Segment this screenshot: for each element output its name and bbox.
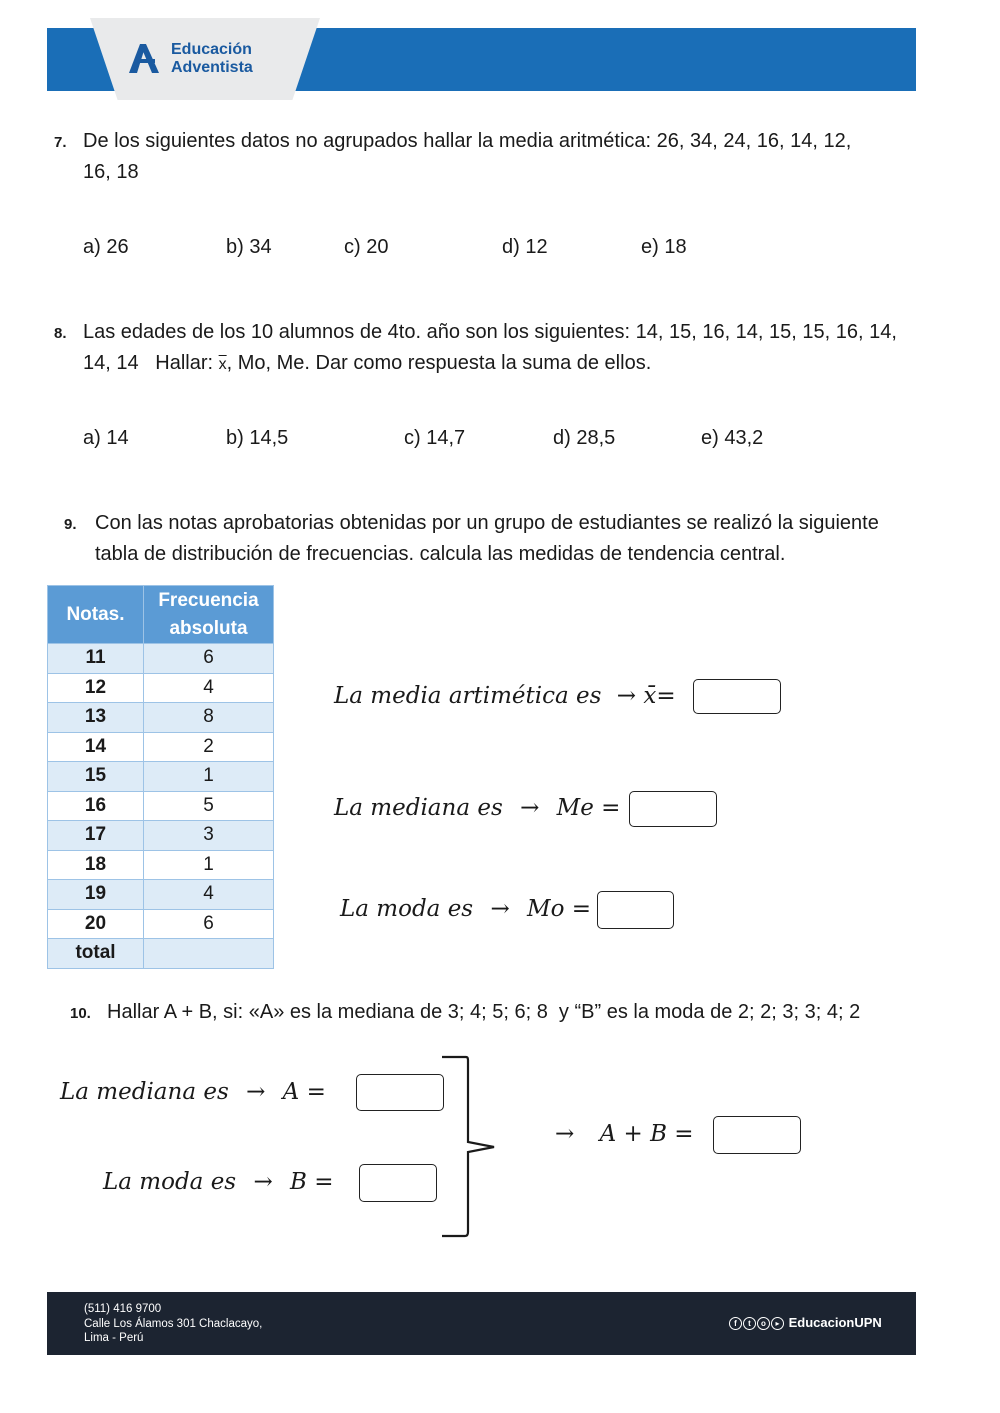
table-row xyxy=(48,909,274,939)
a-answer-input[interactable] xyxy=(356,1074,444,1111)
table-row xyxy=(48,791,274,821)
media-label: La media artimética es xyxy=(334,683,602,709)
moda-answer-input[interactable] xyxy=(597,891,674,929)
equals-sign: = xyxy=(314,1169,334,1195)
q8-text-line1: Las edades de los 10 alumnos de 4to. año son los siguientes: 14, 15, 16, 14, 15, 15, 16, 14, xyxy=(83,321,897,343)
header-frecuencia-line1: Frecuencia xyxy=(158,589,259,611)
arrow-icon: → xyxy=(490,896,510,922)
table-row xyxy=(48,673,274,703)
freq-cell: 8 xyxy=(144,703,274,733)
nota-cell: 14 xyxy=(48,732,144,762)
q7-option-b[interactable]: b) 34 xyxy=(226,236,272,258)
sum-answer-input[interactable] xyxy=(713,1116,801,1154)
freq-cell: 6 xyxy=(144,644,274,674)
q7-text-line2: 16, 18 xyxy=(83,161,139,183)
q7-text-line1: De los siguientes datos no agrupados hallar la media aritmética: 26, 34, 24, 16, 14, 12, xyxy=(83,130,852,152)
total-label: total xyxy=(48,939,144,969)
a-symbol: A xyxy=(282,1079,300,1105)
moda-line xyxy=(340,896,591,922)
q8-option-b[interactable]: b) 14,5 xyxy=(226,427,289,449)
media-answer-input[interactable] xyxy=(693,679,781,714)
equals-sign: = xyxy=(656,683,676,709)
b-answer-input[interactable] xyxy=(359,1164,437,1202)
q8-option-e[interactable]: e) 43,2 xyxy=(701,427,764,449)
table-row xyxy=(48,644,274,674)
arrow-icon: → xyxy=(253,1169,273,1195)
q10-moda-line xyxy=(103,1169,334,1195)
q8-text-line2 xyxy=(83,348,943,380)
nota-cell: 20 xyxy=(48,909,144,939)
q8-text xyxy=(83,317,943,380)
nota-cell: 15 xyxy=(48,762,144,792)
q7-text xyxy=(83,126,943,188)
q10-moda-label: La moda es xyxy=(103,1169,237,1195)
b-symbol: B xyxy=(290,1169,307,1195)
logo-line-2: Adventista xyxy=(171,59,253,76)
mediana-symbol: Me xyxy=(556,795,594,821)
arrow-icon: → xyxy=(520,795,540,821)
right-brace-icon xyxy=(440,1054,500,1240)
q9-text xyxy=(95,508,955,570)
q8-number: 8. xyxy=(54,325,67,342)
freq-cell: 6 xyxy=(144,909,274,939)
facebook-icon[interactable]: f xyxy=(729,1317,742,1330)
table-row xyxy=(48,850,274,880)
q7-option-a[interactable]: a) 26 xyxy=(83,236,129,258)
media-line xyxy=(334,683,676,709)
freq-cell: 1 xyxy=(144,850,274,880)
logo-line-1: Educación xyxy=(171,41,252,58)
footer-address-line1: Calle Los Álamos 301 Chaclacayo, xyxy=(84,1317,263,1330)
q10-number: 10. xyxy=(70,1005,91,1022)
q8-text-line2-b: , Mo, Me. Dar como respuesta la suma de ellos. xyxy=(226,352,652,374)
logo-mark-icon xyxy=(127,42,161,74)
freq-cell: 3 xyxy=(144,821,274,851)
equals-sign: = xyxy=(306,1079,326,1105)
mediana-line xyxy=(334,795,620,821)
nota-cell: 11 xyxy=(48,644,144,674)
q7-number: 7. xyxy=(54,134,67,151)
q9-text-line2: tabla de distribución de frecuencias. calcula las medidas de tendencia central. xyxy=(95,543,786,565)
nota-cell: 17 xyxy=(48,821,144,851)
logo-text xyxy=(171,41,253,77)
header-frecuencia xyxy=(144,586,274,644)
sum-expression: A + B = xyxy=(599,1121,694,1147)
q8-option-c[interactable]: c) 14,7 xyxy=(404,427,466,449)
mediana-label: La mediana es xyxy=(334,795,503,821)
q10-mediana-line xyxy=(60,1079,326,1105)
q9-text-line1: Con las notas aprobatorias obtenidas por un grupo de estudiantes se realizó la siguiente xyxy=(95,512,879,534)
arrow-icon: → xyxy=(555,1121,575,1147)
nota-cell: 12 xyxy=(48,673,144,703)
sum-line xyxy=(555,1121,694,1147)
moda-symbol: Mo xyxy=(527,896,565,922)
q8-option-d[interactable]: d) 28,5 xyxy=(553,427,616,449)
equals-sign: = xyxy=(601,795,621,821)
frequency-table xyxy=(47,585,274,969)
social-handle[interactable]: EducacionUPN xyxy=(788,1315,882,1330)
instagram-icon[interactable]: o xyxy=(757,1317,770,1330)
arrow-icon: → xyxy=(246,1079,266,1105)
header-frecuencia-line2: absoluta xyxy=(169,617,248,639)
footer-address-line2: Lima - Perú xyxy=(84,1332,144,1344)
footer-social xyxy=(729,1315,882,1330)
table-row xyxy=(48,762,274,792)
moda-label: La moda es xyxy=(340,896,474,922)
q7-option-c[interactable]: c) 20 xyxy=(344,236,389,258)
youtube-icon[interactable]: ▸ xyxy=(771,1317,784,1330)
nota-cell: 13 xyxy=(48,703,144,733)
equals-sign: = xyxy=(571,896,592,922)
nota-cell: 19 xyxy=(48,880,144,910)
footer-phone: (511) 416 9700 xyxy=(84,1303,162,1315)
q7-option-d[interactable]: d) 12 xyxy=(502,236,548,258)
twitter-icon[interactable]: t xyxy=(743,1317,756,1330)
freq-cell: 1 xyxy=(144,762,274,792)
mediana-answer-input[interactable] xyxy=(629,791,717,827)
q7-option-e[interactable]: e) 18 xyxy=(641,236,687,258)
table-row xyxy=(48,732,274,762)
table-row xyxy=(48,703,274,733)
xbar-symbol: $\overline{x}$ xyxy=(218,356,227,373)
freq-cell: 2 xyxy=(144,732,274,762)
q9-number: 9. xyxy=(64,516,77,533)
q10-mediana-label: La mediana es xyxy=(60,1079,229,1105)
q10-text: Hallar A + B, si: «A» es la mediana de 3; 4; 5; 6; 8 y “B” es la moda de 2; 2; 3; 3; 4; 2 xyxy=(107,1001,861,1023)
table-row xyxy=(48,821,274,851)
q8-option-a[interactable]: a) 14 xyxy=(83,427,129,449)
freq-cell: 4 xyxy=(144,673,274,703)
total-row xyxy=(48,939,274,969)
footer-address xyxy=(84,1302,262,1346)
nota-cell: 18 xyxy=(48,850,144,880)
total-value-cell[interactable] xyxy=(144,939,274,969)
q8-text-line2-a: 14, 14 Hallar: xyxy=(83,352,219,374)
arrow-icon: → xyxy=(616,683,637,709)
table-row xyxy=(48,880,274,910)
header-notas: Notas. xyxy=(48,586,144,644)
freq-cell: 4 xyxy=(144,880,274,910)
nota-cell: 16 xyxy=(48,791,144,821)
freq-cell: 5 xyxy=(144,791,274,821)
media-symbol: x̄ xyxy=(643,683,657,709)
